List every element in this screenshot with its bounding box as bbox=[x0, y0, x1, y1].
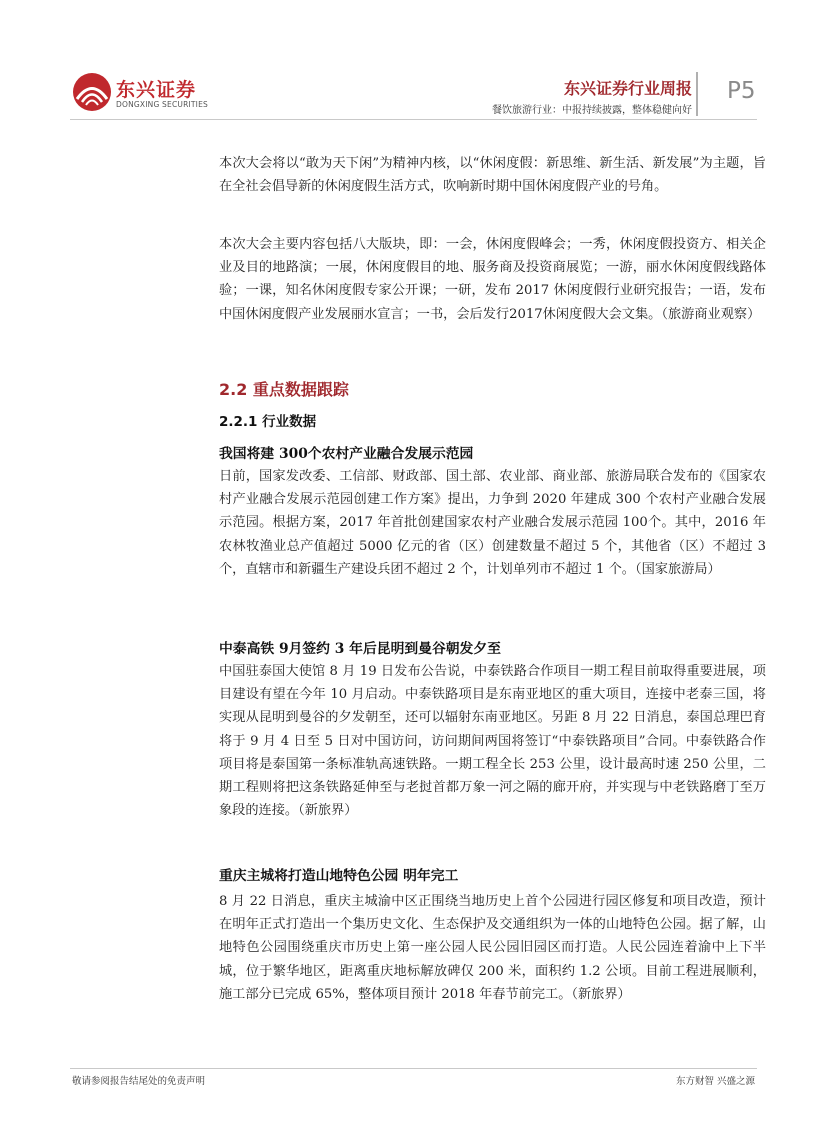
company-logo bbox=[72, 72, 222, 116]
report-subtitle: 餐饮旅游行业：中报持续披露，整体稳健向好 bbox=[492, 105, 692, 116]
news-title: 重庆主城将打造山地特色公园 明年完工 bbox=[219, 868, 459, 884]
logo-english-name: DONGXING SECURITIES bbox=[116, 100, 208, 109]
report-title: 东兴证券行业周报 bbox=[563, 79, 692, 98]
footer-disclaimer: 敬请参阅报告结尾处的免责声明 bbox=[72, 1076, 206, 1087]
subsection-heading: 2.2.1 行业数据 bbox=[219, 414, 317, 430]
news-title: 我国将建 300个农村产业融合发展示范园 bbox=[219, 446, 474, 462]
footer-slogan: 东方财智 兴盛之源 bbox=[675, 1076, 755, 1087]
footer-rule bbox=[70, 1068, 757, 1069]
news-title: 中泰高铁 9月签约 3 年后昆明到曼谷朝发夕至 bbox=[219, 641, 501, 657]
header-rule bbox=[70, 119, 757, 120]
header-divider bbox=[696, 72, 698, 116]
logo-emblem-icon bbox=[72, 72, 112, 112]
section-heading: 2.2 重点数据跟踪 bbox=[219, 380, 349, 399]
intro-paragraph: 本次大会将以“敢为天下闲”为精神内核，以“休闲度假：新思维、新生活、新发展”为主题，旨在全社会倡导新的休闲度假生活方式，吹响新时期中国休闲度假产业的号角。 bbox=[219, 156, 766, 195]
news-body: 日前，国家发改委、工信部、财政部、国土部、农业部、商业部、旅游局联合发布的《国家农村产业融合发展示范园创建工作方案》提出，力争到 2020 年建成 300 个农村产业融合发展示范园。根据方案，2017 年首批创建国家农村产业融合发展示范园 100个。其中，2016 年农林牧渔业总产值超过 5000 亿元的省（区）创建数量不超过 5 个，其他省（区）不超过 3 个，直辖市和新疆生产建设兵团不超过 2 个，计划单列市不超过 1 个。（国家旅游局） bbox=[219, 469, 766, 577]
news-body: 8 月 22 日消息，重庆主城渝中区正围绕当地历史上首个公园进行园区修复和项目改造，预计在明年正式打造出一个集历史文化、生态保护及交通组织为一体的山地特色公园。据了解，山地特色公园围绕重庆市历史上第一座公园人民公园旧园区而打造。人民公园连着渝中上下半城，位于繁华地区，距离重庆地标解放碑仅 200 米，面积约 1.2 公顷。目前工程进展顺利，施工部分已完成 65%，整体项目预计 2018 年春节前完工。（新旅界） bbox=[219, 894, 766, 1002]
intro-paragraph: 本次大会主要内容包括八大版块，即：一会，休闲度假峰会；一秀，休闲度假投资方、相关企业及目的地路演；一展，休闲度假目的地、服务商及投资商展览；一游，丽水休闲度假线路体验；一课，知名休闲度假专家公开课；一研，发布 2017 休闲度假行业研究报告；一语，发布中国休闲度假产业发展丽水宣言；一书，会后发行2017休闲度假大会文集。（旅游商业观察） bbox=[219, 237, 766, 322]
page-number: P5 bbox=[727, 78, 756, 104]
logo-chinese-name: 东兴证券 bbox=[116, 79, 197, 101]
news-body: 中国驻泰国大使馆 8 月 19 日发布公告说，中泰铁路合作项目一期工程目前取得重要进展，项目建设有望在今年 10 月启动。中泰铁路项目是东南亚地区的重大项目，连接中老泰三国，将实现从昆明到曼谷的夕发朝至，还可以辐射东南亚地区。另距 8 月 22 日消息，泰国总理巴育将于 9 月 4 日至 5 日对中国访问，访问期间两国将签订“中泰铁路项目”合同。中泰铁路合作项目将是泰国第一条标准轨高速铁路。一期工程全长 253 公里，设计最高时速 250 公里，二期工程则将把这条铁路延伸至与老挝首都万象一河之隔的廊开府，并实现与中老铁路磨丁至万象段的连接。（新旅界） bbox=[219, 664, 766, 819]
